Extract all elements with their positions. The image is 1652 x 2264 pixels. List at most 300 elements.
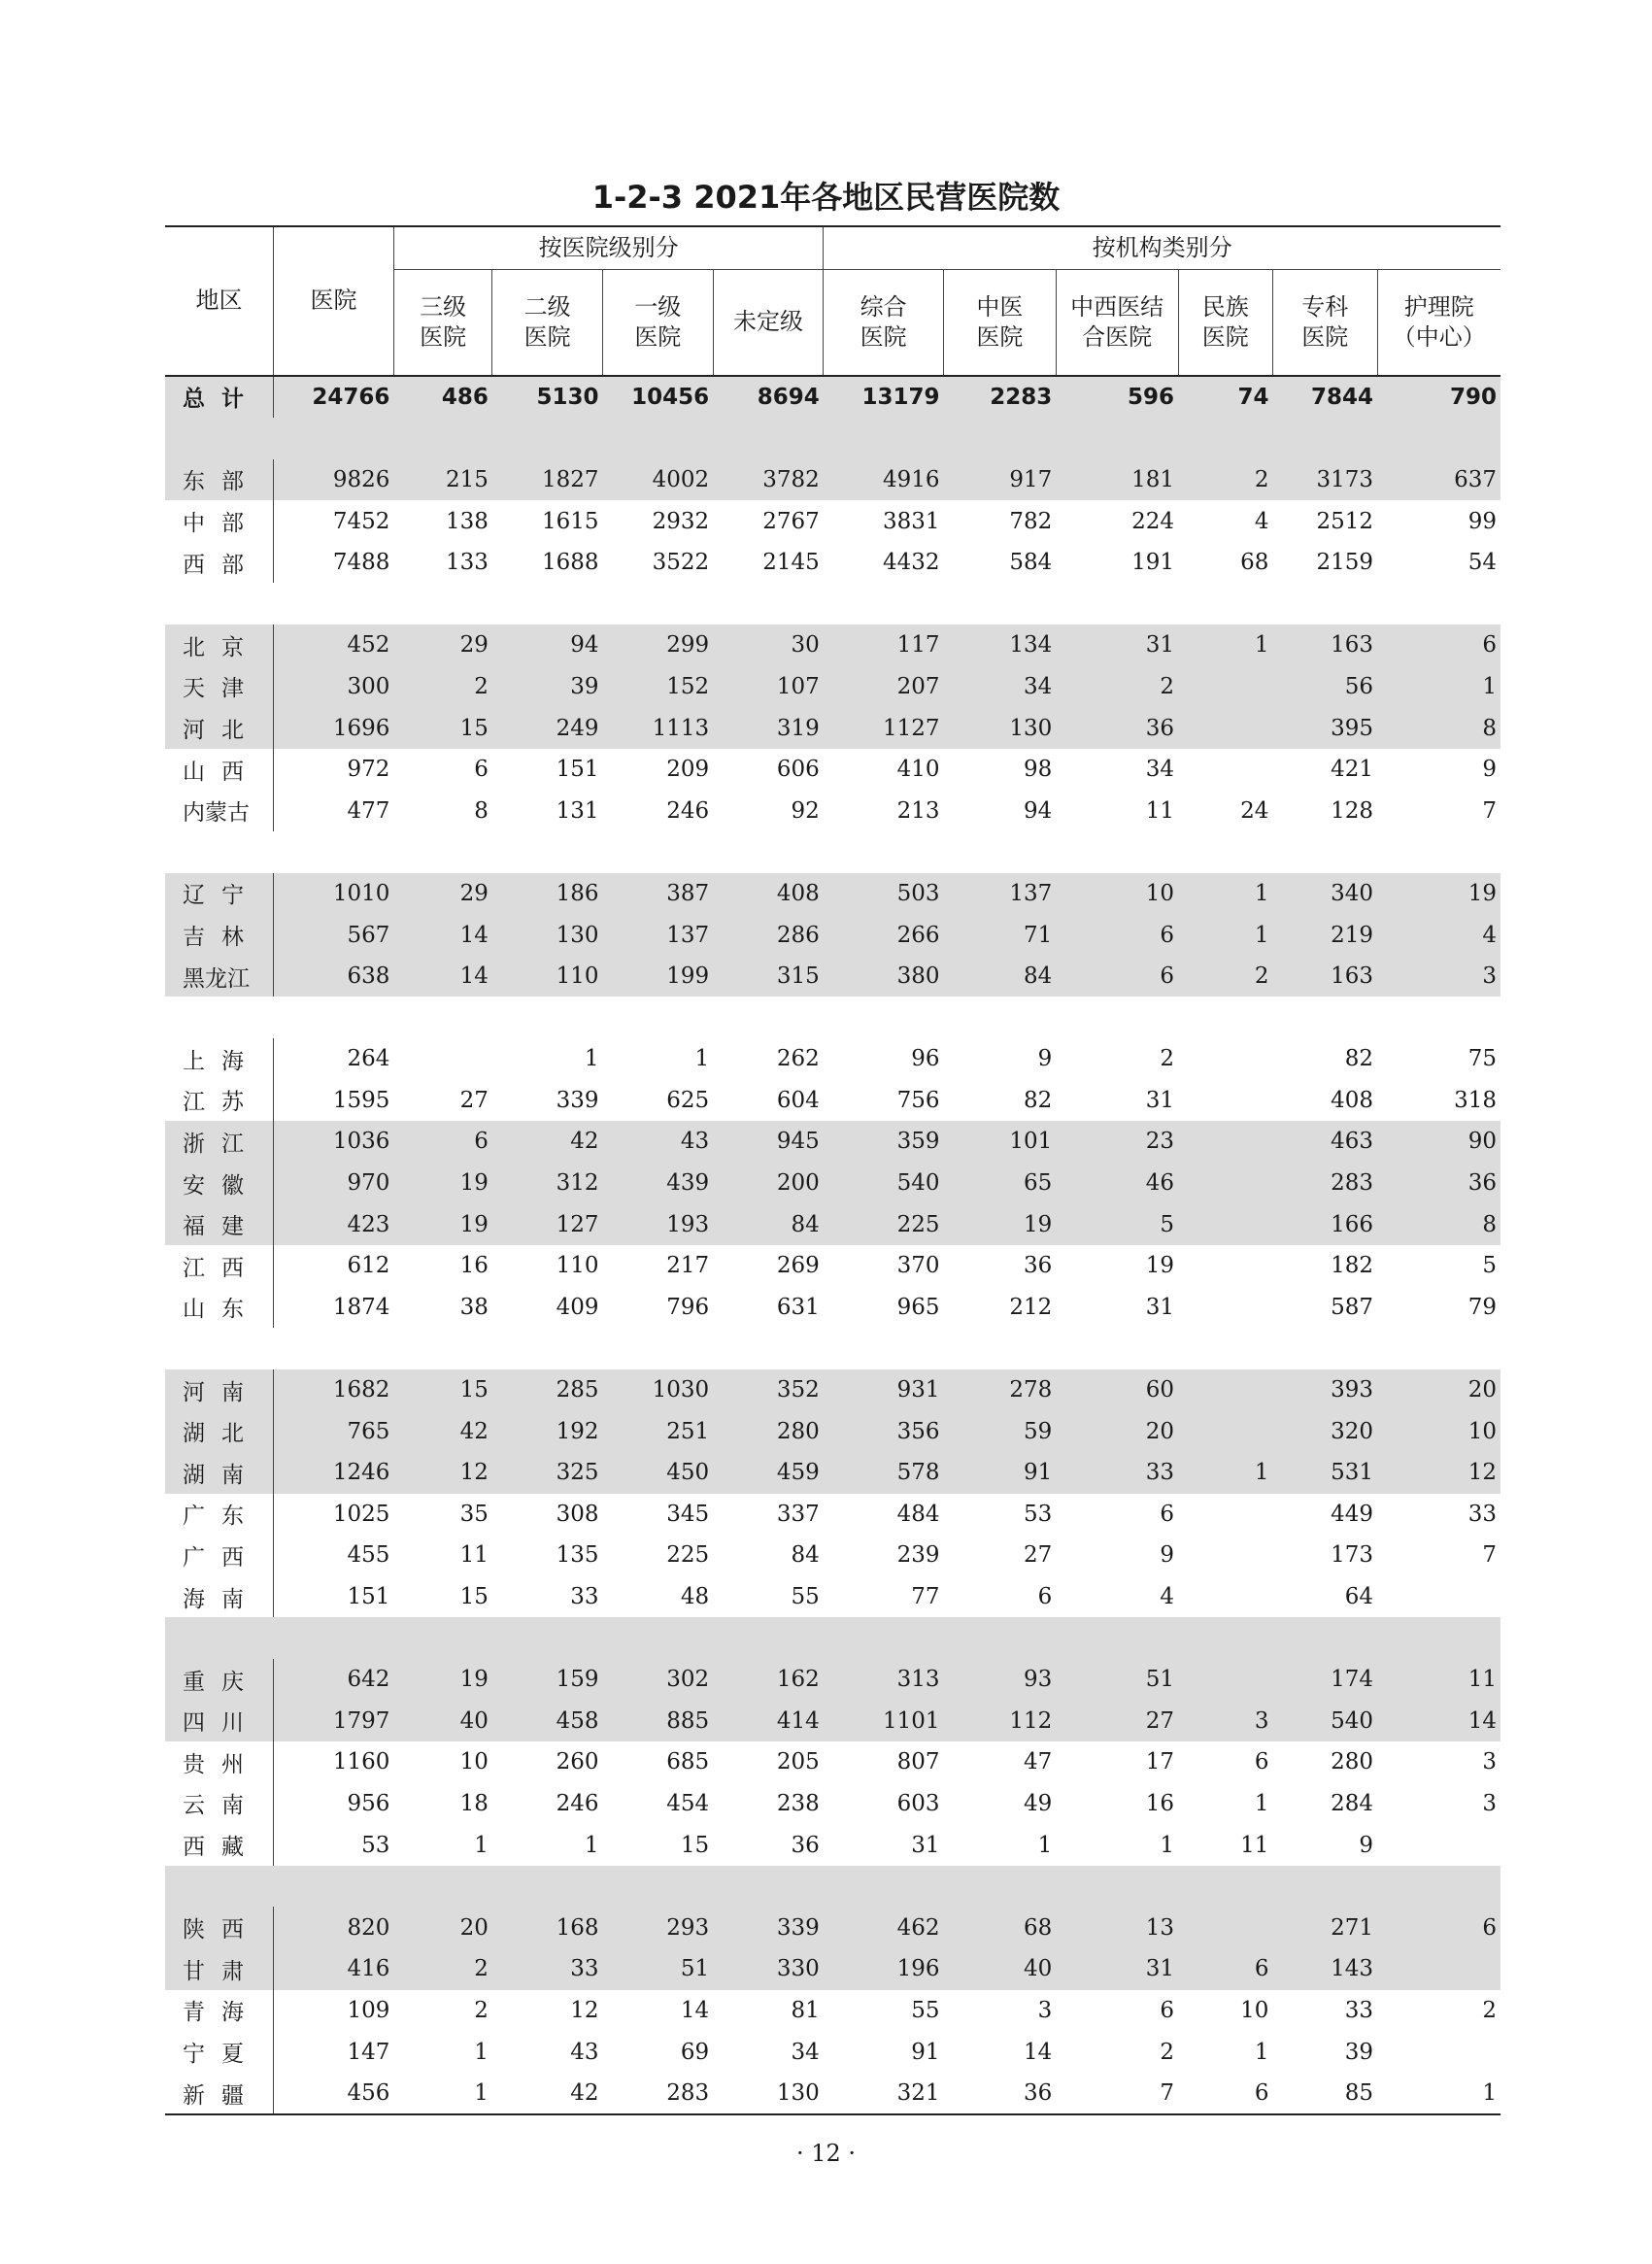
value-cell: 117 [824, 625, 944, 666]
value-cell: 15 [393, 1369, 491, 1411]
value-cell: 4002 [603, 459, 714, 501]
value-cell [1178, 1203, 1272, 1245]
table-row [165, 459, 1500, 501]
value-cell: 486 [393, 376, 491, 419]
table-row [165, 1452, 1500, 1494]
value-cell: 49 [1023, 1790, 1053, 1816]
value-cell: 42 [393, 1410, 491, 1452]
region-cell: 辽宁 [165, 873, 274, 915]
value-cell: 130 [492, 914, 603, 956]
header-subcolumn [1272, 269, 1377, 376]
value-cell: 19 [393, 1659, 491, 1701]
region-cell: 贵州 [165, 1741, 274, 1783]
value-cell: 135 [556, 1542, 599, 1569]
region-cell: 总计 [165, 376, 274, 419]
value-cell: 238 [776, 1790, 820, 1816]
header-subcolumn-line: 综合 [860, 292, 907, 321]
value-cell: 972 [347, 757, 390, 783]
value-cell: 137 [603, 914, 714, 956]
value-cell [1377, 1948, 1500, 1990]
value-cell: 15 [459, 1584, 489, 1610]
region-cell: 上海 [165, 1038, 274, 1080]
value-cell: 1688 [541, 550, 599, 576]
value-cell: 18 [459, 1790, 489, 1816]
header-subcolumn-line: 中医 [976, 292, 1024, 321]
value-cell: 7 [1482, 797, 1497, 824]
value-cell: 182 [1331, 1253, 1373, 1279]
value-cell: 370 [896, 1253, 940, 1279]
value-cell: 8 [1377, 707, 1500, 749]
value-cell: 1797 [274, 1701, 394, 1742]
value-cell: 68 [1240, 550, 1269, 576]
value-cell: 13179 [824, 376, 944, 419]
value-cell: 162 [713, 1659, 824, 1701]
value-cell: 459 [713, 1452, 824, 1494]
value-cell [1178, 1659, 1272, 1701]
value-cell: 8 [1377, 1203, 1500, 1245]
value-cell: 10 [1240, 1997, 1269, 2023]
value-cell: 8694 [713, 376, 824, 419]
header-subcolumn-line: 民族 [1201, 292, 1249, 321]
value-cell: 31 [911, 1832, 940, 1858]
value-cell: 262 [776, 1046, 820, 1072]
value-cell: 320 [1272, 1410, 1377, 1452]
value-cell [1178, 707, 1272, 749]
value-cell: 225 [824, 1203, 944, 1245]
header-subcolumn [393, 269, 491, 376]
value-cell: 6 [1160, 1997, 1175, 2023]
value-cell: 34 [944, 666, 1057, 708]
value-cell: 1 [584, 1832, 599, 1858]
value-cell: 91 [911, 2039, 940, 2065]
value-cell: 36 [944, 2073, 1057, 2115]
value-cell: 7452 [332, 508, 390, 534]
region-cell: 陕西 [165, 1907, 274, 1948]
value-cell: 84 [791, 1542, 820, 1569]
value-cell: 477 [347, 797, 390, 824]
value-cell: 293 [603, 1907, 714, 1948]
value-cell: 308 [556, 1501, 599, 1527]
region-cell: 青海 [165, 1990, 274, 2032]
value-cell [1377, 2031, 1500, 2073]
header-subcolumn-line: 专科 [1301, 292, 1349, 321]
value-cell [1178, 666, 1272, 708]
value-cell: 458 [492, 1701, 603, 1742]
region-cell: 广东 [165, 1494, 274, 1536]
value-cell: 5130 [492, 376, 603, 419]
value-cell: 278 [944, 1369, 1057, 1411]
table-row [165, 1659, 1500, 1701]
header-subcolumn [824, 269, 944, 376]
value-cell: 36 [791, 1832, 820, 1858]
value-cell [1178, 1907, 1272, 1948]
value-cell: 356 [824, 1410, 944, 1452]
value-cell: 6 [1056, 956, 1178, 997]
header-subcolumn-line: 医院 [634, 322, 682, 351]
value-cell: 6 [1037, 1584, 1053, 1610]
value-cell: 1 [1037, 1832, 1053, 1858]
value-cell: 40 [944, 1948, 1057, 1990]
value-cell: 68 [944, 1907, 1057, 1948]
value-cell [1178, 1080, 1272, 1122]
value-cell: 75 [1467, 1046, 1497, 1072]
value-cell: 33 [1344, 1997, 1373, 2023]
header-subcolumn-line: 医院 [976, 322, 1024, 351]
table-row [165, 1038, 1500, 1080]
value-cell: 408 [713, 873, 824, 915]
region-cell: 北京 [165, 625, 274, 666]
region-cell: 吉林 [165, 914, 274, 956]
value-cell: 380 [824, 956, 944, 997]
value-cell: 1 [393, 2073, 491, 2115]
header-subcolumn-line: 医院 [1301, 322, 1349, 351]
value-cell: 110 [556, 1253, 599, 1279]
value-cell: 151 [347, 1584, 390, 1610]
table-row [165, 1410, 1500, 1452]
table-row [165, 666, 1500, 708]
value-cell: 14 [393, 956, 491, 997]
table-row [165, 542, 1500, 584]
value-cell: 10 [1377, 1410, 1500, 1452]
region-cell: 江苏 [165, 1080, 274, 1122]
region-cell: 福建 [165, 1203, 274, 1245]
value-cell: 2 [393, 1948, 491, 1990]
table-header [165, 226, 1500, 376]
header-subcolumn [1178, 269, 1272, 376]
value-cell: 27 [1056, 1701, 1178, 1742]
value-cell: 1874 [332, 1294, 390, 1320]
value-cell: 14 [1023, 2039, 1053, 2065]
value-cell: 17 [1145, 1749, 1175, 1775]
value-cell: 782 [1009, 508, 1053, 534]
value-cell: 1827 [492, 459, 603, 501]
value-cell: 43 [603, 1121, 714, 1163]
table-row [165, 873, 1500, 915]
value-cell: 131 [556, 797, 599, 824]
value-cell: 99 [1467, 508, 1497, 534]
value-cell: 27 [1023, 1542, 1053, 1569]
value-cell: 39 [1344, 2039, 1373, 2065]
header-subcolumn-line: 合医院 [1082, 322, 1153, 351]
value-cell: 55 [791, 1584, 820, 1610]
value-cell: 450 [603, 1452, 714, 1494]
value-cell: 51 [603, 1948, 714, 1990]
value-cell: 1 [1377, 2073, 1500, 2115]
value-cell: 2 [1178, 956, 1272, 997]
value-cell: 36 [1023, 1253, 1053, 1279]
value-cell: 283 [1272, 1163, 1377, 1204]
value-cell: 19 [393, 1203, 491, 1245]
value-cell: 36 [1056, 707, 1178, 749]
value-cell: 603 [896, 1790, 940, 1816]
header-subcolumn [944, 269, 1057, 376]
value-cell: 15 [393, 707, 491, 749]
region-cell: 西藏 [165, 1824, 274, 1866]
value-cell: 330 [713, 1948, 824, 1990]
value-cell: 965 [896, 1294, 940, 1320]
value-cell [1178, 1369, 1272, 1411]
value-cell: 10 [1056, 873, 1178, 915]
value-cell: 260 [556, 1749, 599, 1775]
value-cell: 36 [1377, 1163, 1500, 1204]
value-cell: 24 [1240, 797, 1269, 824]
value-cell [1178, 1410, 1272, 1452]
value-cell: 34 [1145, 757, 1175, 783]
value-cell: 163 [1272, 625, 1377, 666]
value-cell: 6 [474, 757, 489, 783]
value-cell: 612 [347, 1253, 390, 1279]
header-subcolumn [492, 269, 603, 376]
value-cell: 20 [393, 1907, 491, 1948]
value-cell: 637 [1377, 459, 1500, 501]
value-cell: 127 [492, 1203, 603, 1245]
value-cell: 286 [713, 914, 824, 956]
value-cell: 1 [694, 1046, 710, 1072]
value-cell: 796 [666, 1294, 710, 1320]
value-cell: 38 [459, 1294, 489, 1320]
region-cell: 山西 [165, 749, 274, 791]
header-subcolumn-line: 医院 [523, 322, 571, 351]
value-cell: 765 [274, 1410, 394, 1452]
value-cell: 463 [1272, 1121, 1377, 1163]
value-cell: 12 [570, 1997, 599, 2023]
group-spacer [165, 831, 1500, 873]
value-cell: 168 [492, 1907, 603, 1948]
value-cell: 1127 [824, 707, 944, 749]
value-cell: 299 [603, 625, 714, 666]
header-subcolumn [1377, 269, 1500, 376]
value-cell: 40 [393, 1701, 491, 1742]
value-cell: 6 [1377, 1907, 1500, 1948]
value-cell: 285 [492, 1369, 603, 1411]
value-cell: 416 [274, 1948, 394, 1990]
value-cell: 90 [1377, 1121, 1500, 1163]
region-cell: 东部 [165, 459, 274, 501]
value-cell: 3 [1377, 956, 1500, 997]
value-cell: 199 [603, 956, 714, 997]
value-cell: 92 [791, 797, 820, 824]
value-cell: 33 [492, 1948, 603, 1990]
value-cell: 181 [1056, 459, 1178, 501]
value-cell: 249 [492, 707, 603, 749]
value-cell: 1 [584, 1046, 599, 1072]
value-cell: 970 [274, 1163, 394, 1204]
value-cell: 93 [944, 1659, 1057, 1701]
value-cell: 269 [776, 1253, 820, 1279]
value-cell: 1682 [274, 1369, 394, 1411]
value-cell: 604 [776, 1087, 820, 1113]
value-cell: 24766 [274, 376, 394, 419]
value-cell: 302 [603, 1659, 714, 1701]
value-cell: 6 [1377, 625, 1500, 666]
value-cell: 35 [459, 1501, 489, 1527]
value-cell: 2 [393, 666, 491, 708]
value-cell: 16 [1145, 1790, 1175, 1816]
value-cell: 325 [492, 1452, 603, 1494]
header-hospital: 医院 [274, 226, 394, 376]
header-region: 地区 [165, 226, 274, 376]
table-row [165, 1701, 1500, 1742]
group-spacer [165, 418, 1500, 459]
value-cell: 2145 [762, 550, 820, 576]
table-title: 1-2-3 2021年各地区民营医院数 [591, 179, 1061, 216]
value-cell: 212 [1009, 1294, 1053, 1320]
value-cell: 54 [1467, 550, 1497, 576]
region-cell: 江西 [165, 1245, 274, 1287]
value-cell: 163 [1272, 956, 1377, 997]
value-cell: 410 [896, 757, 940, 783]
region-cell: 甘肃 [165, 1948, 274, 1990]
value-cell: 2 [1160, 2039, 1175, 2065]
group-spacer [165, 997, 1500, 1038]
value-cell: 454 [666, 1790, 710, 1816]
value-cell: 193 [603, 1203, 714, 1245]
value-cell: 1101 [824, 1701, 944, 1742]
value-cell: 339 [713, 1907, 824, 1948]
value-cell: 128 [1331, 797, 1373, 824]
value-cell: 11 [459, 1542, 489, 1569]
value-cell: 47 [1023, 1749, 1053, 1775]
value-cell: 60 [1056, 1369, 1178, 1411]
value-cell: 387 [603, 873, 714, 915]
value-cell: 423 [274, 1203, 394, 1245]
value-cell: 209 [666, 757, 710, 783]
value-cell: 39 [492, 666, 603, 708]
header-group-level: 按医院级别分 [393, 226, 823, 269]
value-cell: 7488 [332, 550, 390, 576]
value-cell: 31 [1145, 1294, 1175, 1320]
value-cell: 1 [1254, 2039, 1269, 2065]
header-subcolumn-line: 二级 [523, 292, 571, 321]
value-cell [393, 1038, 491, 1080]
table-row [165, 1369, 1500, 1411]
value-cell: 1 [1178, 914, 1272, 956]
value-cell: 31 [1056, 625, 1178, 666]
region-cell: 湖南 [165, 1452, 274, 1494]
value-cell: 94 [1023, 797, 1053, 824]
value-cell: 313 [824, 1659, 944, 1701]
value-cell: 31 [1056, 1948, 1178, 1990]
value-cell: 71 [944, 914, 1057, 956]
page-number: · 12 · [795, 2140, 857, 2167]
value-cell [1377, 1824, 1500, 1866]
value-cell: 14 [393, 914, 491, 956]
table-row [165, 500, 1500, 542]
value-cell: 283 [603, 2073, 714, 2115]
value-cell: 166 [1272, 1203, 1377, 1245]
value-cell: 112 [944, 1701, 1057, 1742]
hospital-table [165, 225, 1500, 2115]
value-cell: 7844 [1272, 376, 1377, 419]
value-cell: 4 [1254, 508, 1269, 534]
value-cell: 1010 [274, 873, 394, 915]
table-row [165, 1783, 1500, 1825]
value-cell: 264 [347, 1046, 390, 1072]
value-cell: 15 [680, 1832, 710, 1858]
value-cell: 1246 [274, 1452, 394, 1494]
value-cell [1178, 1576, 1272, 1618]
value-cell: 820 [274, 1907, 394, 1948]
table-row [165, 1080, 1500, 1122]
value-cell: 1036 [274, 1121, 394, 1163]
value-cell: 173 [1331, 1542, 1373, 1569]
value-cell: 9 [1160, 1542, 1175, 1569]
value-cell: 6 [1178, 1948, 1272, 1990]
value-cell: 239 [896, 1542, 940, 1569]
table-row [165, 1907, 1500, 1948]
header-subcolumn [603, 269, 714, 376]
value-cell: 186 [492, 873, 603, 915]
group-spacer [165, 583, 1500, 625]
table-row [165, 707, 1500, 749]
value-cell: 33 [1056, 1452, 1178, 1494]
value-cell: 2283 [944, 376, 1057, 419]
value-cell: 65 [944, 1163, 1057, 1204]
value-cell: 540 [1272, 1701, 1377, 1742]
value-cell [1178, 1535, 1272, 1576]
table-row [165, 1494, 1500, 1536]
header-subcolumn-line: 未定级 [732, 308, 803, 335]
value-cell: 79 [1467, 1294, 1497, 1320]
value-cell: 224 [1131, 508, 1175, 534]
value-cell: 147 [347, 2039, 390, 2065]
value-cell: 345 [666, 1501, 710, 1527]
value-cell: 207 [824, 666, 944, 708]
value-cell: 642 [274, 1659, 394, 1701]
value-cell: 3173 [1272, 459, 1377, 501]
spacer-cell [165, 997, 1500, 1038]
value-cell: 2932 [652, 508, 710, 534]
group-spacer [165, 1617, 1500, 1659]
value-cell: 12 [393, 1452, 491, 1494]
value-cell: 318 [1454, 1087, 1497, 1113]
value-cell: 2 [1482, 1997, 1497, 2023]
value-cell: 9826 [274, 459, 394, 501]
value-cell: 5 [1482, 1253, 1497, 1279]
value-cell: 42 [492, 2073, 603, 2115]
value-cell: 395 [1272, 707, 1377, 749]
value-cell: 484 [896, 1501, 940, 1527]
value-cell: 6 [1160, 1501, 1175, 1527]
value-cell: 315 [713, 956, 824, 997]
region-cell: 天津 [165, 666, 274, 708]
value-cell: 439 [603, 1163, 714, 1204]
table-row [165, 1990, 1500, 2032]
value-cell: 159 [492, 1659, 603, 1701]
value-cell: 790 [1377, 376, 1500, 419]
value-cell: 456 [274, 2073, 394, 2115]
table-row [165, 1576, 1500, 1618]
value-cell: 43 [570, 2039, 599, 2065]
value-cell: 319 [713, 707, 824, 749]
value-cell: 225 [666, 1542, 710, 1569]
value-cell: 53 [1023, 1501, 1053, 1527]
value-cell: 2512 [1316, 508, 1373, 534]
region-cell: 内蒙古 [165, 790, 274, 831]
value-cell: 1113 [603, 707, 714, 749]
table-row [165, 1245, 1500, 1287]
value-cell: 409 [556, 1294, 599, 1320]
region-cell: 云南 [165, 1783, 274, 1825]
value-cell: 956 [347, 1790, 390, 1816]
value-cell: 1 [1377, 666, 1500, 708]
value-cell: 82 [1344, 1046, 1373, 1072]
value-cell [1178, 1245, 1272, 1287]
value-cell: 5 [1056, 1203, 1178, 1245]
value-cell [1377, 1576, 1500, 1618]
value-cell: 917 [944, 459, 1057, 501]
value-cell: 503 [824, 873, 944, 915]
